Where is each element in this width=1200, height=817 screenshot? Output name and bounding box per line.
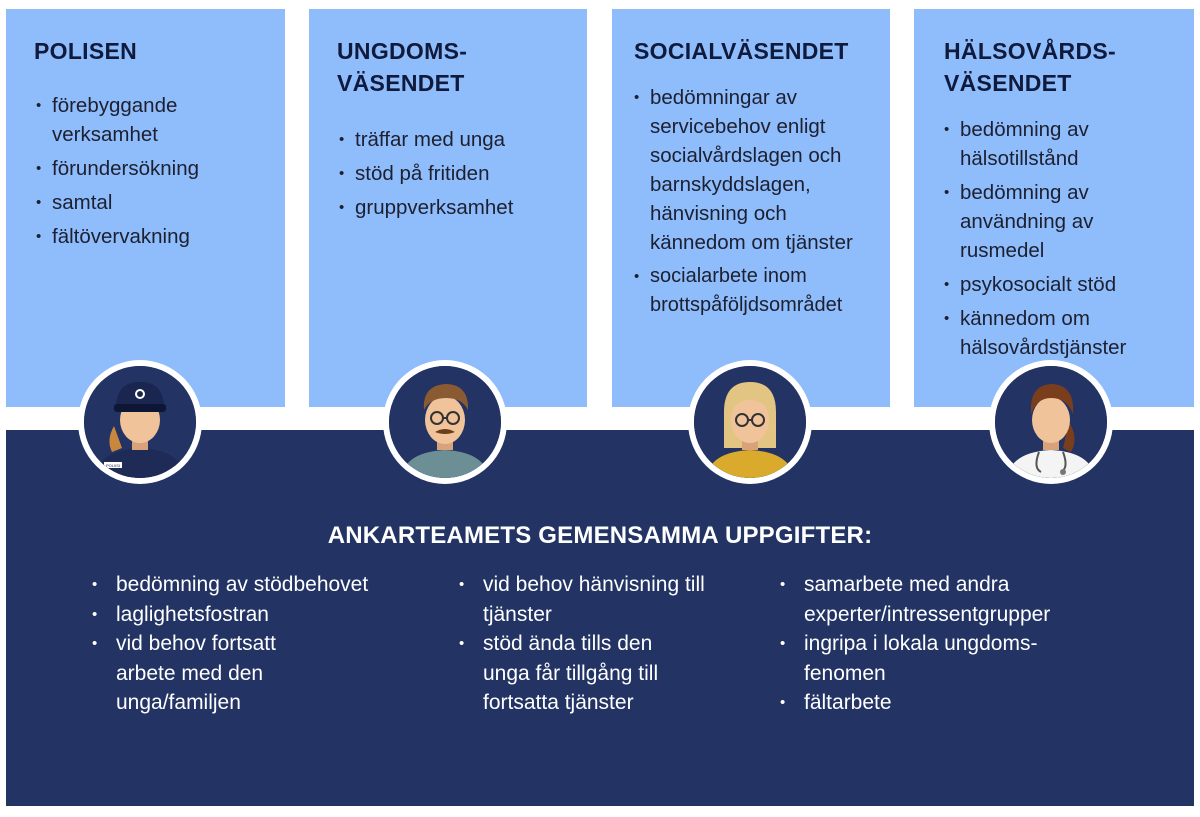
list-item: • fältarbete (780, 688, 1100, 718)
badge-text: POLIISI (105, 463, 121, 468)
panel-title: POLISEN (34, 38, 138, 64)
social-worker-icon (694, 366, 806, 478)
youth-worker-icon (389, 366, 501, 478)
list-item: • gruppverksamhet (339, 193, 513, 222)
list-item: • laglighetsfostran (92, 600, 422, 630)
list-item: • bedömning av hälsotillstånd (944, 115, 1120, 173)
list-item: • psykosocialt stöd (944, 270, 1170, 299)
nurse-avatar (989, 360, 1113, 484)
list-item: • träffar med unga (339, 125, 513, 154)
list-item: • stöd på fritiden (339, 159, 513, 188)
list-item: • kännedom om hälsovårdstjänster (944, 304, 1170, 362)
list-item: • stöd ända tills den unga får tillgång till fortsatta tjänster (459, 629, 698, 718)
shared-tasks-title: ANKARTEAMETS GEMENSAMMA UPPGIFTER: (327, 522, 873, 549)
panel-title: UNGDOMS-VÄSENDET (337, 38, 468, 96)
panel-title: HÄLSOVÅRDS-VÄSENDET (944, 38, 1116, 96)
list-item: • vid behov fortsatt arbete med den unga/familjen (92, 629, 291, 718)
panel-socialvasendet (612, 9, 890, 407)
list-item: • förebyggande verksamhet (36, 91, 222, 149)
list-item: • förundersökning (36, 154, 222, 183)
shared-tasks-section (6, 430, 1194, 806)
list-item: • bedömning av användning av rusmedel (944, 178, 1130, 265)
shared-list-col2 (459, 570, 729, 718)
panel-ungdomsvasendet (309, 9, 587, 407)
police-officer-avatar (78, 360, 202, 484)
social-worker-avatar (688, 360, 812, 484)
list-item: • fältövervakning (36, 222, 222, 251)
panel-halsovardsvasendet (914, 9, 1194, 407)
list-item: • bedömning av stödbehovet (92, 570, 422, 600)
list-item: • samtal (36, 188, 222, 217)
list-item: • ingripa i lokala ungdoms-fenomen (780, 629, 1079, 688)
shared-list-col1 (92, 570, 422, 718)
police-officer-icon (84, 366, 196, 478)
panel-list (339, 125, 513, 227)
nurse-icon (995, 366, 1107, 478)
panel-title: SOCIALVÄSENDET (634, 38, 849, 64)
panel-list (634, 83, 890, 325)
panel-polisen (6, 9, 285, 407)
panel-list (944, 115, 1170, 367)
shared-list-col3 (780, 570, 1100, 718)
list-item: • socialarbete inom brottspåföljdsområdet (634, 262, 890, 320)
youth-worker-avatar (383, 360, 507, 484)
list-item: • vid behov hänvisning till tjänster (459, 570, 713, 629)
list-item: • bedömningar av servicebehov enligt socialvårdslagen och barnskyddslagen, hänvisning och kännedom om tjänster (634, 83, 875, 257)
panel-list (36, 91, 222, 256)
list-item: • samarbete med andra experter/intressentgrupper (780, 570, 1094, 629)
